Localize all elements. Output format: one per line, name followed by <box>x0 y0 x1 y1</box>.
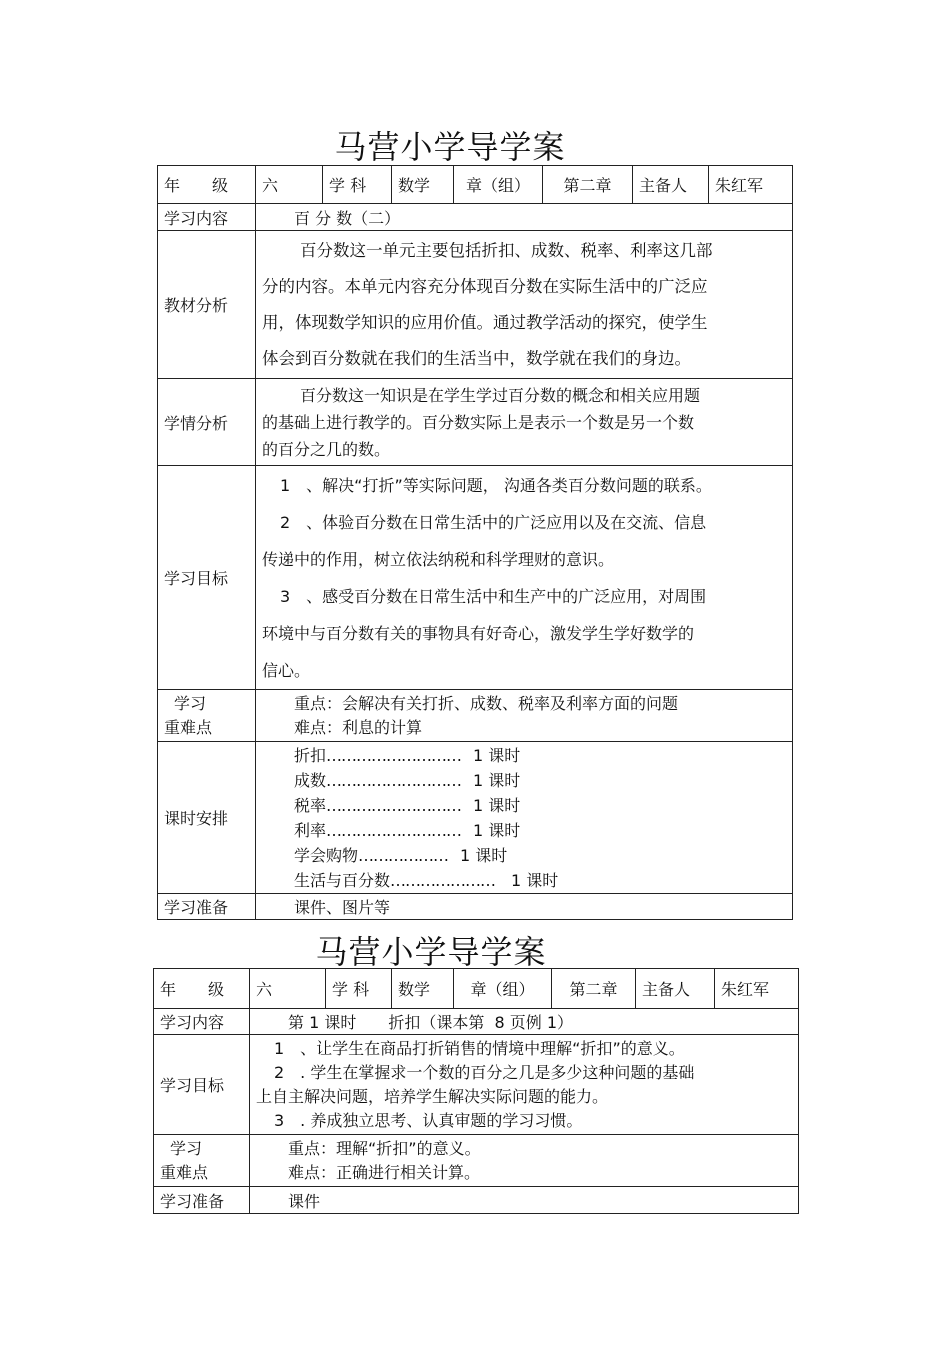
schedule-leader-dots: ……………………… <box>326 745 462 765</box>
preparer-label: 主备人 <box>633 166 709 204</box>
plan2-keypoints-row <box>154 1135 799 1187</box>
schedule-leader-dots: ……………………… <box>326 770 462 790</box>
grade-label: 年 级 <box>154 969 250 1009</box>
plan2-title: 马营小学导学案 <box>315 933 547 971</box>
schedule-topic: 学会购物 <box>294 845 359 865</box>
plan1-material-row <box>158 231 793 379</box>
objectives-label: 学习目标 <box>154 1035 250 1135</box>
plan1-keypoints-row <box>158 690 793 742</box>
keypoints-label-line-2: 重难点 <box>160 1162 209 1182</box>
content-label: 学习内容 <box>158 204 256 231</box>
content-value: 第 1 课时 折扣（课本第 8 页例 1） <box>250 1009 799 1035</box>
plan2-content-row <box>154 1009 799 1035</box>
objective-line-2: 2 . 学生在掌握求一个数的百分之几是多少这种问题的基础 <box>274 1062 695 1082</box>
content-value: 百 分 数（二） <box>256 204 793 231</box>
objective-line-4: 3 . 养成独立思考、认真审题的学习习惯。 <box>274 1110 583 1130</box>
difficulty-text: 难点：利息的计算 <box>294 717 423 737</box>
objectives-label: 学习目标 <box>158 466 256 690</box>
preparation-value: 课件 <box>250 1187 799 1214</box>
grade-value: 六 <box>256 166 323 204</box>
material-analysis-label: 教材分析 <box>158 231 256 379</box>
schedule-topic: 成数 <box>294 770 327 790</box>
chapter-label: 章（组） <box>454 166 543 204</box>
subject-label: 学 科 <box>323 166 392 204</box>
schedule-hours: 1 课时 <box>460 845 508 865</box>
schedule-topic: 税率 <box>294 795 327 815</box>
keypoints-label-line-2: 重难点 <box>164 717 213 737</box>
material-line-1: 百分数这一单元主要包括折扣、成数、税率、利率这几部 <box>300 240 713 260</box>
student-line-1: 百分数这一知识是在学生学过百分数的概念和相关应用题 <box>300 385 701 405</box>
plan1-objectives-row <box>158 466 793 690</box>
preparer-label: 主备人 <box>636 969 715 1009</box>
plan2-header-row <box>154 969 799 1009</box>
preparer-value: 朱红军 <box>709 166 793 204</box>
plan1-table <box>157 165 793 920</box>
difficulty-text: 难点：正确进行相关计算。 <box>288 1162 481 1182</box>
chapter-value: 第二章 <box>543 166 633 204</box>
preparation-label: 学习准备 <box>158 894 256 920</box>
keypoints-label <box>158 690 256 742</box>
material-line-3: 用，体现数学知识的应用价值。通过教学活动的探究，使学生 <box>262 312 708 332</box>
focus-text: 重点：会解决有关打折、成数、税率及利率方面的问题 <box>294 693 679 713</box>
grade-label: 年 级 <box>158 166 256 204</box>
schedule-list <box>256 742 793 894</box>
objective-line-3: 传递中的作用，树立依法纳税和科学理财的意识。 <box>262 549 615 569</box>
objective-line-3: 上自主解决问题，培养学生解决实际问题的能力。 <box>256 1086 609 1106</box>
objective-line-1: 1 、解决“打折”等实际问题， 沟通各类百分数问题的联系。 <box>280 475 712 495</box>
schedule-item <box>294 768 786 793</box>
objective-line-2: 2 、体验百分数在日常生活中的广泛应用以及在交流、信息 <box>280 512 707 532</box>
material-line-2: 分的内容。本单元内容充分体现百分数在实际生活中的广泛应 <box>262 276 708 296</box>
content-label: 学习内容 <box>154 1009 250 1035</box>
objective-line-1: 1 、让学生在商品打折销售的情境中理解“折扣”的意义。 <box>274 1038 685 1058</box>
schedule-topic: 生活与百分数 <box>294 870 391 890</box>
grade-value: 六 <box>250 969 326 1009</box>
plan1-header-row <box>158 166 793 204</box>
keypoints-label <box>154 1135 250 1187</box>
plan2-preparation-row <box>154 1187 799 1214</box>
plan1-schedule-row <box>158 742 793 894</box>
objective-line-4: 3 、感受百分数在日常生活中和生产中的广泛应用，对周围 <box>280 586 707 606</box>
schedule-leader-dots: ……………… <box>358 845 449 865</box>
schedule-hours: 1 课时 <box>473 770 521 790</box>
schedule-item <box>294 743 786 768</box>
chapter-value: 第二章 <box>552 969 636 1009</box>
schedule-hours: 1 课时 <box>511 870 559 890</box>
student-line-3: 的百分之几的数。 <box>262 439 391 459</box>
schedule-leader-dots: ………………… <box>390 870 496 890</box>
preparation-label: 学习准备 <box>154 1187 250 1214</box>
plan1-title: 马营小学导学案 <box>334 128 566 166</box>
objective-line-6: 信心。 <box>262 660 311 680</box>
schedule-label: 课时安排 <box>158 742 256 894</box>
objectives-text <box>250 1035 799 1135</box>
chapter-label: 章（组） <box>454 969 552 1009</box>
schedule-item <box>294 868 786 893</box>
schedule-item <box>294 818 786 843</box>
student-line-2: 的基础上进行教学的。百分数实际上是表示一个数是另一个数 <box>262 412 695 432</box>
schedule-leader-dots: ……………………… <box>326 795 462 815</box>
keypoints-label-line-1: 学习 <box>174 693 207 713</box>
schedule-topic: 利率 <box>294 820 327 840</box>
subject-value: 数学 <box>392 166 454 204</box>
keypoints-text <box>250 1135 799 1187</box>
plan2-objectives-row <box>154 1035 799 1135</box>
keypoints-text <box>256 690 793 742</box>
plan1-student-row <box>158 379 793 466</box>
focus-text: 重点：理解“折扣”的意义。 <box>288 1138 481 1158</box>
preparer-value: 朱红军 <box>715 969 799 1009</box>
schedule-topic: 折扣 <box>294 745 327 765</box>
preparation-value: 课件、图片等 <box>256 894 793 920</box>
schedule-item <box>294 793 786 818</box>
student-analysis-text <box>256 379 793 466</box>
objective-line-5: 环境中与百分数有关的事物具有好奇心，激发学生学好数学的 <box>262 623 695 643</box>
plan2-table <box>153 968 799 1214</box>
plan1-preparation-row <box>158 894 793 920</box>
schedule-hours: 1 课时 <box>473 795 521 815</box>
keypoints-label-line-1: 学习 <box>170 1138 203 1158</box>
student-analysis-label: 学情分析 <box>158 379 256 466</box>
schedule-item <box>294 843 786 868</box>
plan1-content-row <box>158 204 793 231</box>
subject-value: 数学 <box>392 969 454 1009</box>
schedule-hours: 1 课时 <box>473 820 521 840</box>
material-line-4: 体会到百分数就在我们的生活当中，数学就在我们的身边。 <box>262 348 691 368</box>
schedule-leader-dots: ……………………… <box>326 820 462 840</box>
subject-label: 学 科 <box>326 969 392 1009</box>
material-analysis-text <box>256 231 793 379</box>
schedule-hours: 1 课时 <box>473 745 521 765</box>
objectives-text <box>256 466 793 690</box>
